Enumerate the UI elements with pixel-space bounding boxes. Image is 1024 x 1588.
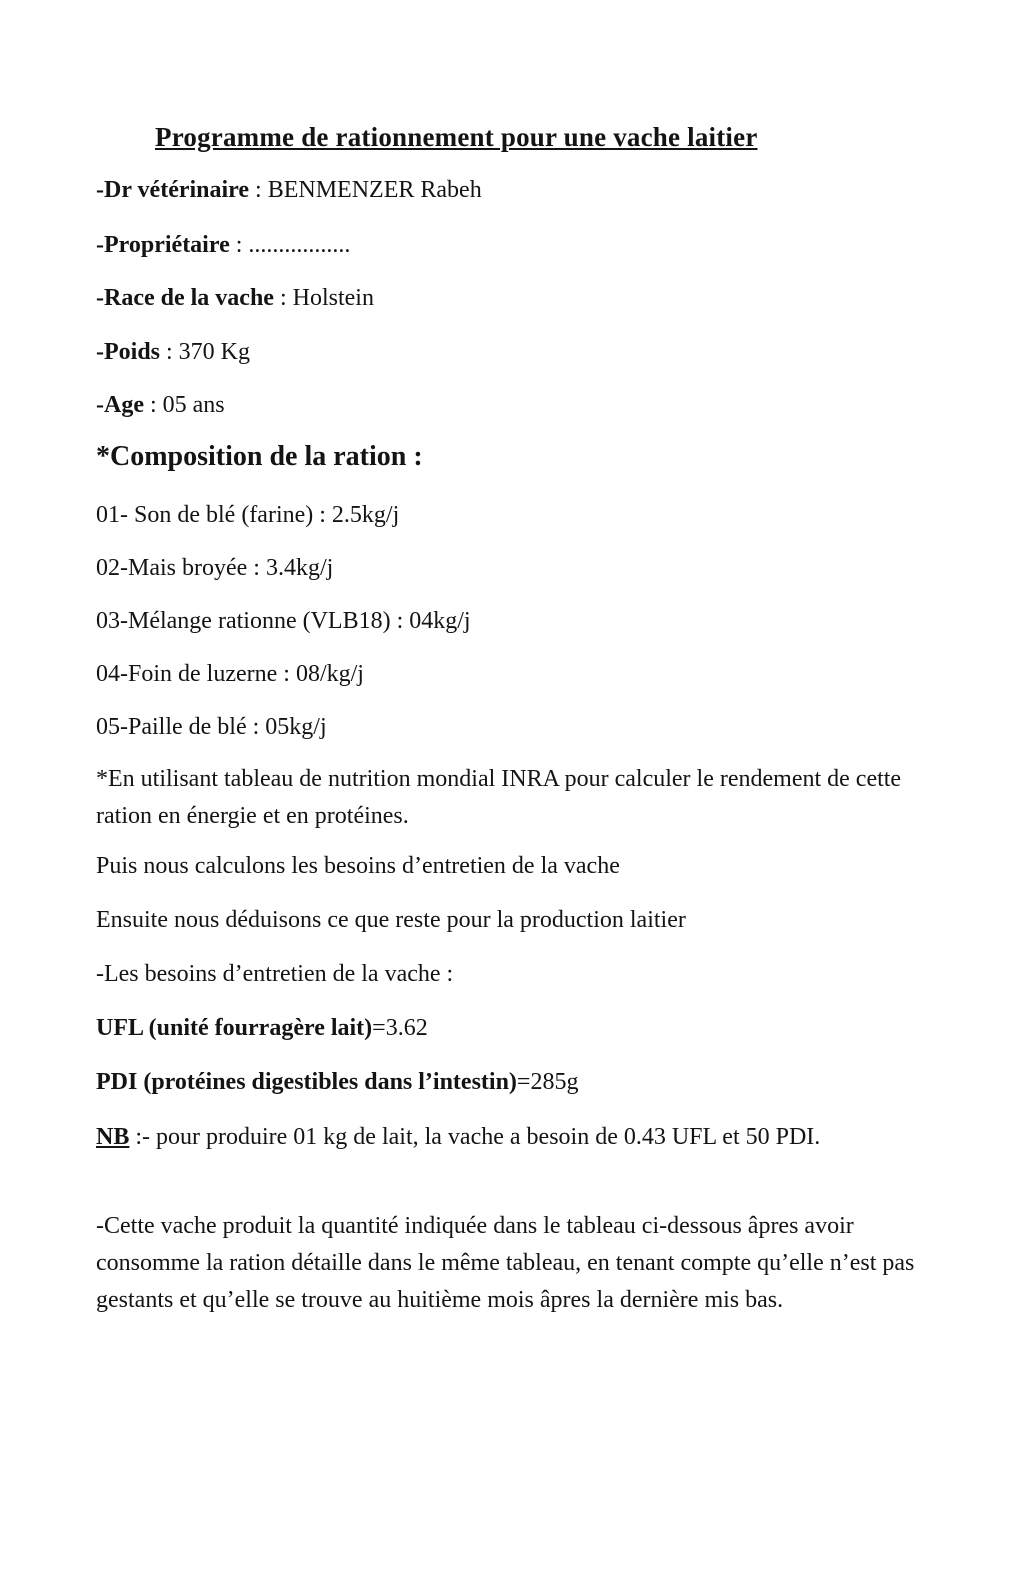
nb-label: NB xyxy=(96,1124,130,1150)
nb-text: :- pour produire 01 kg de lait, la vache a besoin de 0.43 UFL et 50 PDI. xyxy=(129,1124,821,1150)
ufl-label: UFL (unité fourragère lait) xyxy=(96,1015,373,1041)
ration-item: 01- Son de blé (farine) : 2.5kg/j xyxy=(96,502,400,528)
owner-label: -Propriétaire xyxy=(96,232,230,258)
ufl-line xyxy=(96,1013,428,1043)
age-line xyxy=(96,390,225,420)
weight-value: : 370 Kg xyxy=(160,339,251,365)
owner-value: : ................. xyxy=(229,232,351,258)
breed-value: : Holstein xyxy=(273,285,374,311)
ration-item: 05-Paille de blé : 05kg/j xyxy=(96,714,327,740)
age-label: -Age xyxy=(96,392,144,418)
weight-line xyxy=(96,337,250,367)
ration-item: 04-Foin de luzerne : 08/kg/j xyxy=(96,661,364,687)
ufl-value: =3.62 xyxy=(372,1015,428,1041)
pdi-value: =285g xyxy=(516,1069,579,1095)
composition-heading: *Composition de la ration : xyxy=(96,441,423,472)
owner-line xyxy=(96,230,350,260)
breed-line xyxy=(96,283,374,313)
ensuite-paragraph: Ensuite nous déduisons ce que reste pour la production laitier xyxy=(96,907,686,933)
age-value: : 05 ans xyxy=(143,392,225,418)
besoins-heading: -Les besoins d’entretien de la vache : xyxy=(96,961,454,987)
inra-paragraph: *En utilisant tableau de nutrition mondial INRA pour calculer le rendement de cette ration en énergie et en protéines. xyxy=(96,766,902,829)
besoins-paragraph: Puis nous calculons les besoins d’entretien de la vache xyxy=(96,853,620,879)
vet-value: : BENMENZER Rabeh xyxy=(249,177,482,203)
pdi-label: PDI (protéines digestibles dans l’intestin) xyxy=(96,1069,517,1095)
final-paragraph: -Cette vache produit la quantité indiquée dans le tableau ci-dessous âpres avoir consomme la ration détaille dans le même tableau, en tenant compte qu’elle n’est pas gestants et qu’elle se trouve au huitième mois âpres la dernière mis bas. xyxy=(96,1213,915,1313)
vet-line xyxy=(96,175,482,205)
ration-item: 03-Mélange rationne (VLB18) : 04kg/j xyxy=(96,608,471,634)
breed-label: -Race de la vache xyxy=(96,285,274,311)
page-title: Programme de rationnement pour une vache laitier xyxy=(155,122,758,152)
nb-paragraph xyxy=(96,1119,916,1156)
ration-item: 02-Mais broyée : 3.4kg/j xyxy=(96,555,334,581)
weight-label: -Poids xyxy=(96,339,161,365)
pdi-line xyxy=(96,1067,578,1097)
vet-label: -Dr vétérinaire xyxy=(96,177,250,203)
